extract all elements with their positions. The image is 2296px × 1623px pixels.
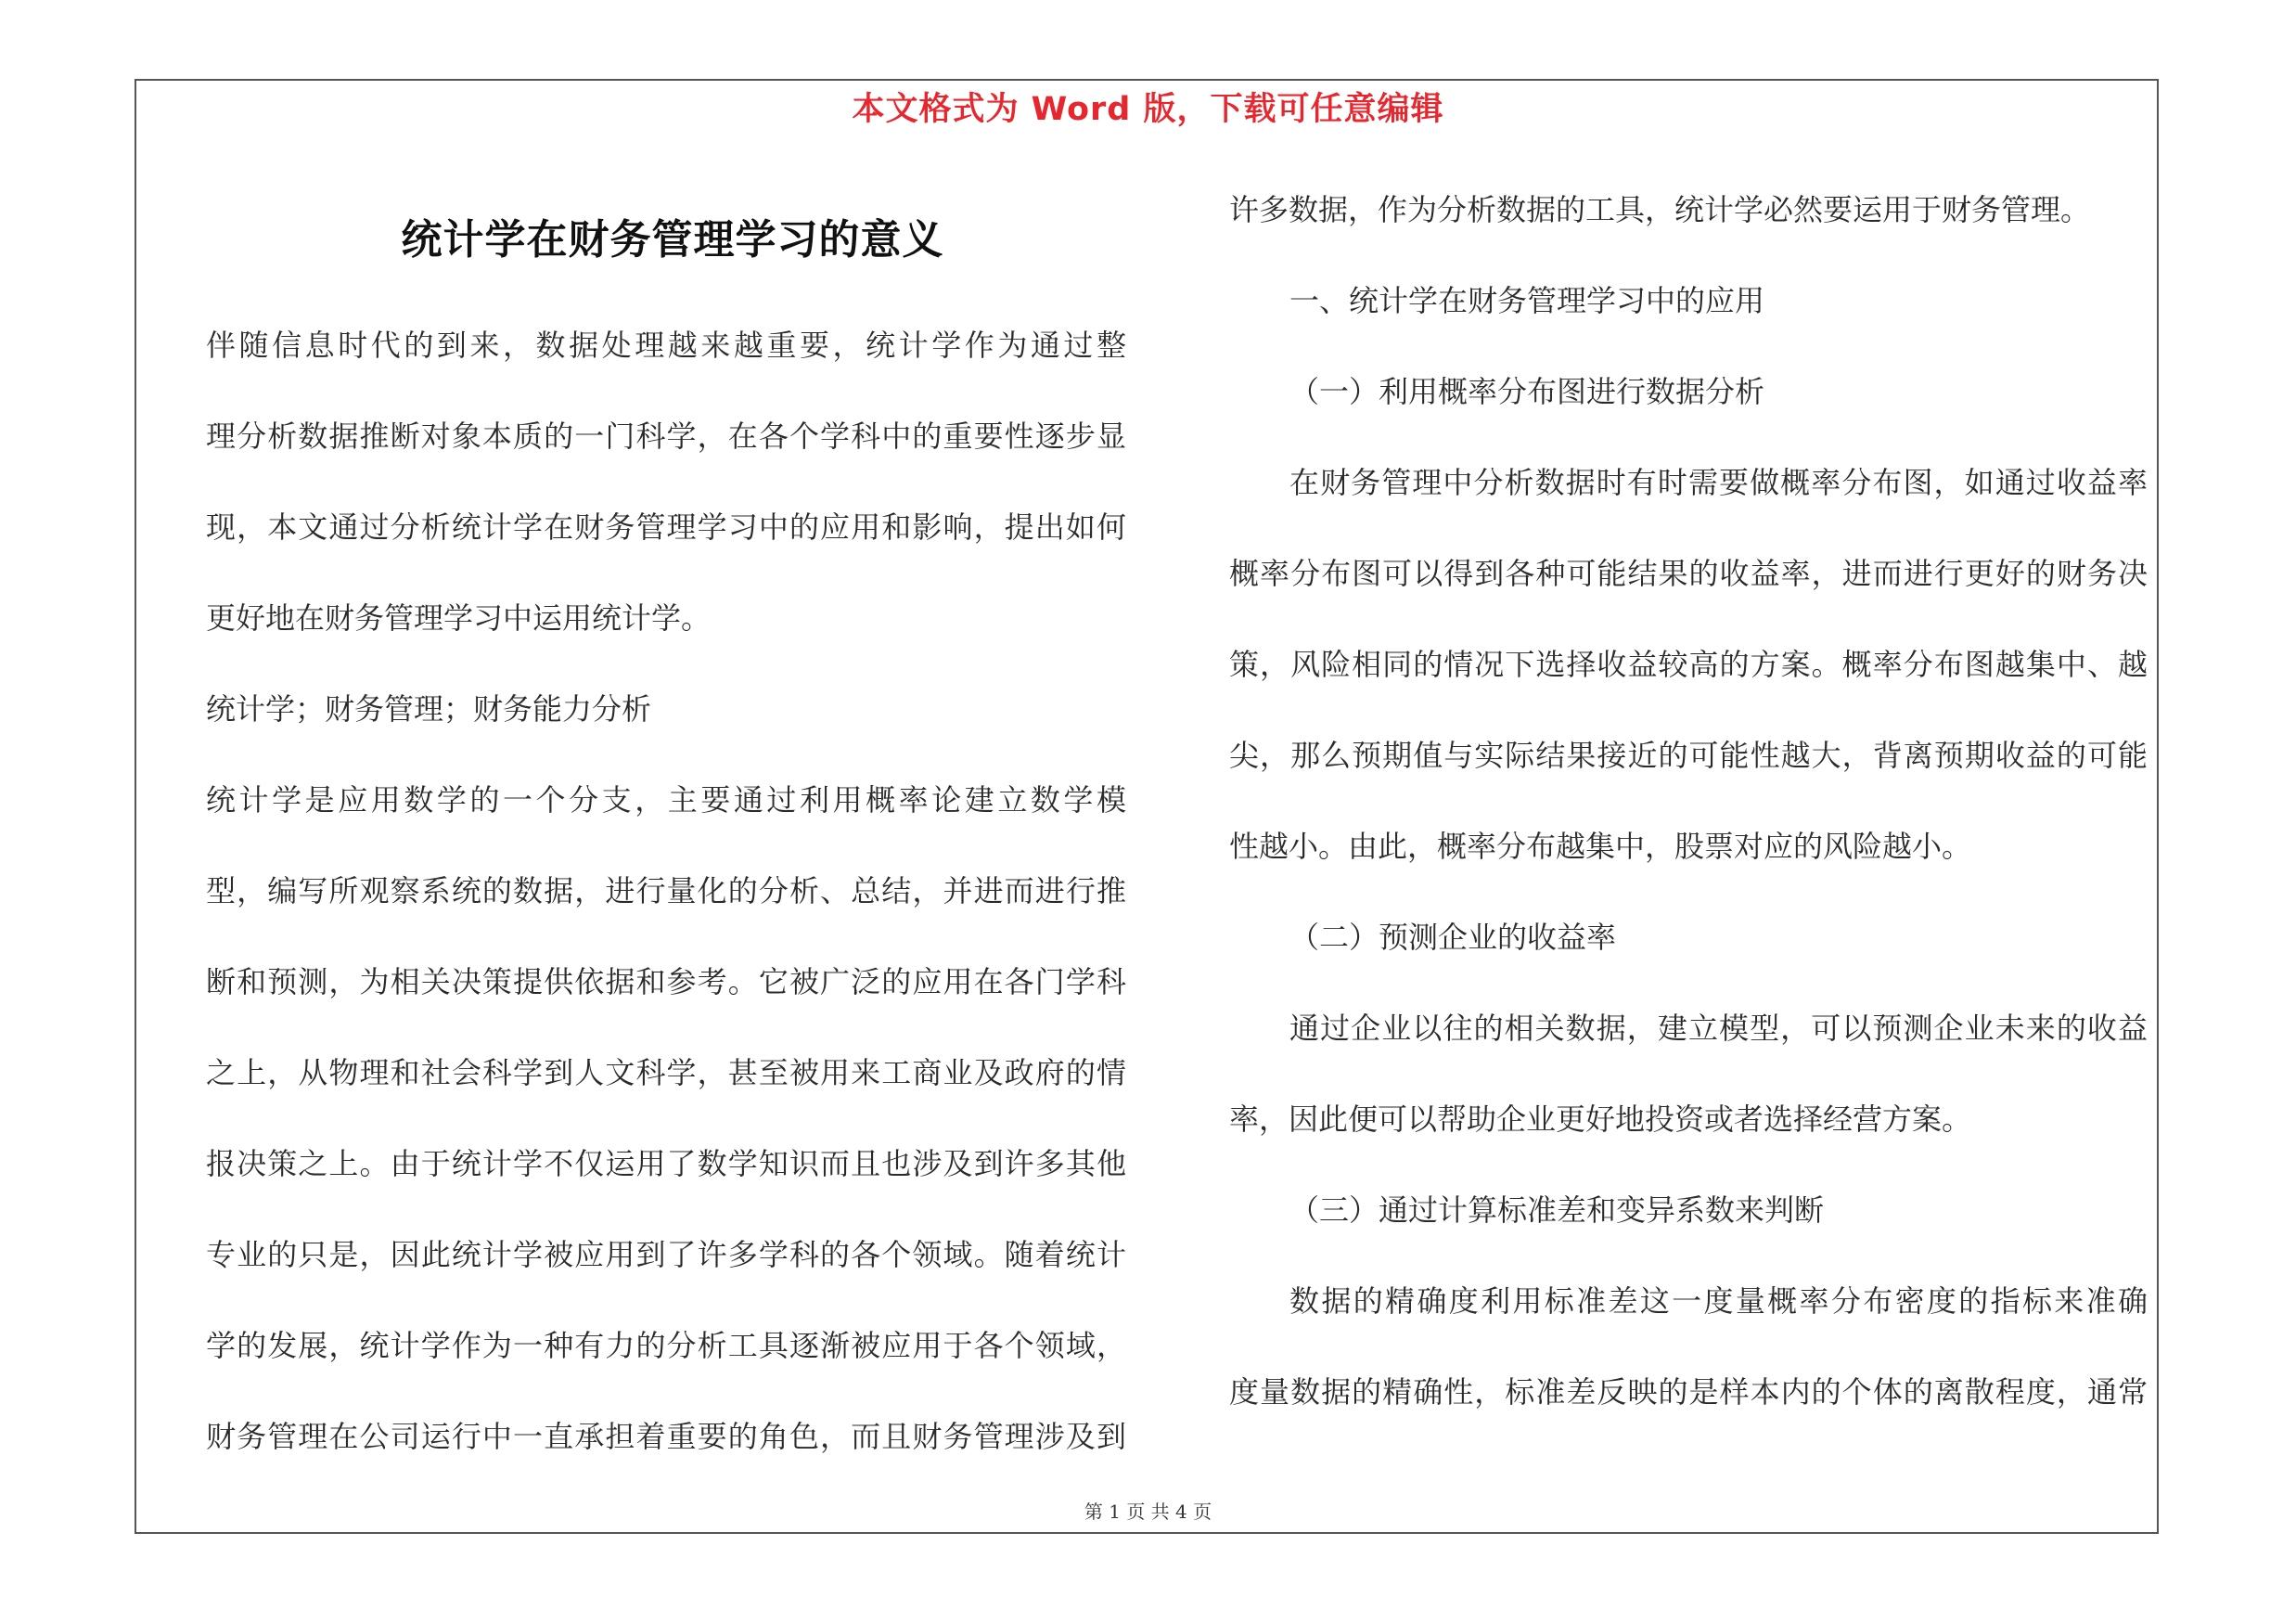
subsection-heading: （二）预测企业的收益率 (1289, 920, 1617, 955)
section-heading: 一、统计学在财务管理学习中的应用 (1289, 283, 1765, 318)
subsection-heading: （一）利用概率分布图进行数据分析 (1289, 374, 1765, 409)
paragraph-line: 伴随信息时代的到来，数据处理越来越重要，统计学作为通过整 (206, 328, 1126, 363)
subsection-heading: （三）通过计算标准差和变异系数来判断 (1289, 1192, 1825, 1228)
paragraph-line: 概率分布图可以得到各种可能结果的收益率，进而进行更好的财务决 (1229, 556, 2148, 591)
paragraph-line: 尖，那么预期值与实际结果接近的可能性越大，背离预期收益的可能 (1229, 738, 2148, 773)
paragraph-line: 之上，从物理和社会科学到人文科学，甚至被用来工商业及政府的情 (206, 1055, 1126, 1090)
paragraph-line: 专业的只是，因此统计学被应用到了许多学科的各个领域。随着统计 (206, 1237, 1126, 1272)
paragraph-line: 性越小。由此，概率分布越集中，股票对应的风险越小。 (1229, 829, 1972, 864)
document-title: 统计学在财务管理学习的意义 (401, 216, 944, 264)
paragraph-line: 统计学是应用数学的一个分支，主要通过利用概率论建立数学模 (206, 782, 1126, 818)
paragraph-line: 许多数据，作为分析数据的工具，统计学必然要运用于财务管理。 (1229, 192, 2091, 227)
paragraph-line: 报决策之上。由于统计学不仅运用了数学知识而且也涉及到许多其他 (206, 1146, 1126, 1181)
paragraph-line: 学的发展，统计学作为一种有力的分析工具逐渐被应用于各个领域， (206, 1328, 1126, 1363)
keywords-line: 统计学；财务管理；财务能力分析 (206, 691, 652, 727)
paragraph-line: 度量数据的精确性，标准差反映的是样本内的个体的离散程度，通常 (1229, 1374, 2148, 1410)
paragraph-line: 现，本文通过分析统计学在财务管理学习中的应用和影响，提出如何 (206, 509, 1126, 545)
paragraph-line: 策，风险相同的情况下选择收益较高的方案。概率分布图越集中、越 (1229, 647, 2148, 682)
paragraph-line: 率，因此便可以帮助企业更好地投资或者选择经营方案。 (1229, 1101, 1972, 1137)
paragraph-line: 更好地在财务管理学习中运用统计学。 (206, 600, 712, 636)
page-number: 第 1 页 共 4 页 (1084, 1501, 1212, 1523)
paragraph-line: 数据的精确度利用标准差这一度量概率分布密度的指标来准确 (1289, 1283, 2148, 1319)
paragraph-line: 在财务管理中分析数据时有时需要做概率分布图，如通过收益率 (1289, 465, 2148, 500)
paragraph-line: 断和预测，为相关决策提供依据和参考。它被广泛的应用在各门学科 (206, 964, 1126, 999)
paragraph-line: 理分析数据推断对象本质的一门科学，在各个学科中的重要性逐步显 (206, 419, 1126, 454)
paragraph-line: 型，编写所观察系统的数据，进行量化的分析、总结，并进而进行推 (206, 873, 1126, 908)
format-banner: 本文格式为 Word 版，下载可任意编辑 (852, 91, 1444, 128)
paragraph-line: 财务管理在公司运行中一直承担着重要的角色，而且财务管理涉及到 (206, 1419, 1126, 1454)
paragraph-line: 通过企业以往的相关数据，建立模型，可以预测企业未来的收益 (1289, 1011, 2148, 1046)
